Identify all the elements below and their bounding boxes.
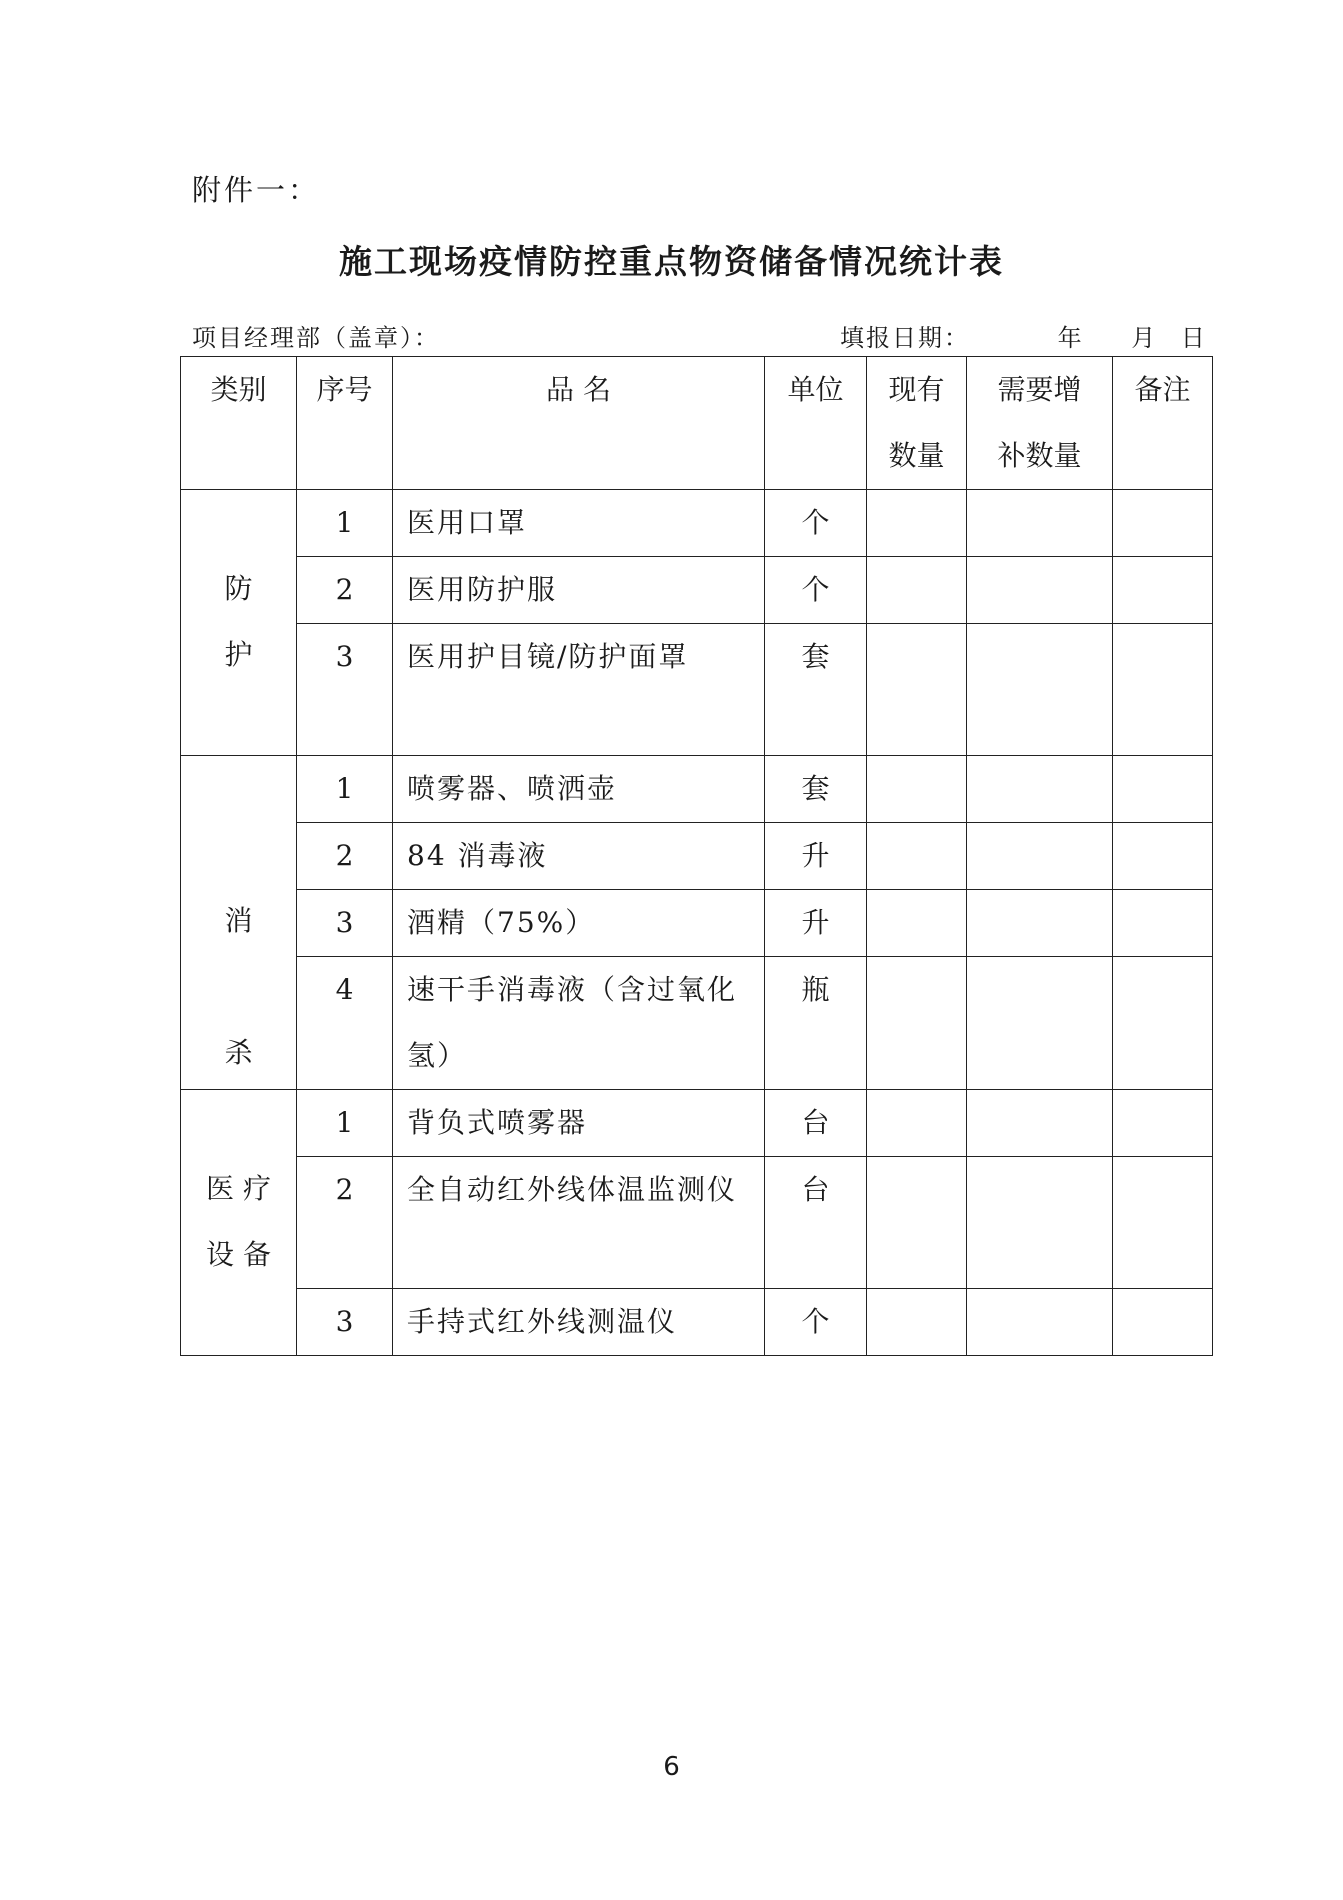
category-line: 设 备	[206, 1238, 271, 1271]
fill-date	[840, 318, 1207, 353]
header-need-line2: 补数量	[997, 439, 1082, 472]
table-row	[181, 557, 1213, 624]
current-qty-cell[interactable]	[867, 490, 967, 557]
category-line: 防	[224, 572, 253, 605]
fill-date-label: 填报日期：	[840, 324, 970, 352]
header-category: 类别	[181, 357, 297, 490]
name-cell: 背负式喷雾器	[393, 1090, 765, 1157]
header-remark: 备注	[1113, 357, 1213, 490]
need-qty-cell[interactable]	[967, 957, 1113, 1090]
need-qty-cell[interactable]	[967, 557, 1113, 624]
remark-cell[interactable]	[1113, 1090, 1213, 1157]
category-line: 消	[224, 904, 253, 937]
table-row	[181, 1289, 1213, 1356]
header-unit: 单位	[765, 357, 867, 490]
current-qty-cell[interactable]	[867, 1289, 967, 1356]
header-current-line1: 现有	[888, 373, 945, 406]
category-cell	[181, 756, 297, 1090]
need-qty-cell[interactable]	[967, 1289, 1113, 1356]
need-qty-cell[interactable]	[967, 823, 1113, 890]
header-need-qty	[967, 357, 1113, 490]
need-qty-cell[interactable]	[967, 890, 1113, 957]
current-qty-cell[interactable]	[867, 890, 967, 957]
page-number: 6	[663, 1752, 680, 1782]
date-day: 日	[1180, 324, 1207, 352]
remark-cell[interactable]	[1113, 957, 1213, 1090]
unit-cell: 台	[765, 1157, 867, 1289]
category-line: 护	[224, 638, 253, 671]
table-row	[181, 490, 1213, 557]
seq-cell: 2	[297, 1157, 393, 1289]
current-qty-cell[interactable]	[867, 1157, 967, 1289]
unit-cell: 套	[765, 624, 867, 756]
remark-cell[interactable]	[1113, 756, 1213, 823]
date-month: 月	[1131, 324, 1158, 352]
name-cell: 全自动红外线体温监测仪	[393, 1157, 765, 1289]
name-cell: 医用防护服	[393, 557, 765, 624]
table-row	[181, 890, 1213, 957]
name-cell: 84 消毒液	[393, 823, 765, 890]
name-cell: 酒精（75%）	[393, 890, 765, 957]
project-stamp-label: 项目经理部（盖章）：	[192, 324, 440, 352]
seq-cell: 1	[297, 490, 393, 557]
need-qty-cell[interactable]	[967, 624, 1113, 756]
attachment-label: 附件一：	[192, 173, 321, 207]
remark-cell[interactable]	[1113, 823, 1213, 890]
need-qty-cell[interactable]	[967, 490, 1113, 557]
seq-cell: 2	[297, 823, 393, 890]
page-title: 施工现场疫情防控重点物资储备情况统计表	[339, 242, 1004, 281]
seq-cell: 4	[297, 957, 393, 1090]
category-cell	[181, 1090, 297, 1356]
seq-cell: 3	[297, 1289, 393, 1356]
category-line: 医 疗	[206, 1172, 271, 1205]
seq-cell: 2	[297, 557, 393, 624]
seq-cell: 3	[297, 624, 393, 756]
header-current-qty	[867, 357, 967, 490]
unit-cell: 套	[765, 756, 867, 823]
seq-cell: 1	[297, 1090, 393, 1157]
header-need-line1: 需要增	[997, 373, 1082, 406]
remark-cell[interactable]	[1113, 1289, 1213, 1356]
supply-table	[180, 356, 1213, 1356]
name-cell: 手持式红外线测温仪	[393, 1289, 765, 1356]
table-row	[181, 957, 1213, 1090]
header-row	[181, 357, 1213, 490]
unit-cell: 个	[765, 557, 867, 624]
remark-cell[interactable]	[1113, 1157, 1213, 1289]
category-cell	[181, 490, 297, 756]
name-cell: 医用护目镜/防护面罩	[393, 624, 765, 756]
unit-cell: 个	[765, 1289, 867, 1356]
unit-cell: 瓶	[765, 957, 867, 1090]
header-current-line2: 数量	[888, 439, 945, 472]
category-line: 杀	[224, 1036, 253, 1069]
unit-cell: 升	[765, 823, 867, 890]
table-row	[181, 756, 1213, 823]
remark-cell[interactable]	[1113, 557, 1213, 624]
table-row	[181, 823, 1213, 890]
current-qty-cell[interactable]	[867, 1090, 967, 1157]
unit-cell: 升	[765, 890, 867, 957]
unit-cell: 个	[765, 490, 867, 557]
name-cell: 速干手消毒液（含过氧化氢）	[393, 957, 765, 1090]
current-qty-cell[interactable]	[867, 624, 967, 756]
table-row	[181, 624, 1213, 756]
current-qty-cell[interactable]	[867, 823, 967, 890]
date-year: 年	[1057, 324, 1084, 352]
name-cell: 喷雾器、喷洒壶	[393, 756, 765, 823]
need-qty-cell[interactable]	[967, 1090, 1113, 1157]
seq-cell: 3	[297, 890, 393, 957]
header-name: 品 名	[393, 357, 765, 490]
unit-cell: 台	[765, 1090, 867, 1157]
header-seq: 序号	[297, 357, 393, 490]
need-qty-cell[interactable]	[967, 1157, 1113, 1289]
name-cell: 医用口罩	[393, 490, 765, 557]
table-row	[181, 1157, 1213, 1289]
seq-cell: 1	[297, 756, 393, 823]
remark-cell[interactable]	[1113, 890, 1213, 957]
table-row	[181, 1090, 1213, 1157]
current-qty-cell[interactable]	[867, 756, 967, 823]
need-qty-cell[interactable]	[967, 756, 1113, 823]
current-qty-cell[interactable]	[867, 957, 967, 1090]
current-qty-cell[interactable]	[867, 557, 967, 624]
remark-cell[interactable]	[1113, 490, 1213, 557]
remark-cell[interactable]	[1113, 624, 1213, 756]
